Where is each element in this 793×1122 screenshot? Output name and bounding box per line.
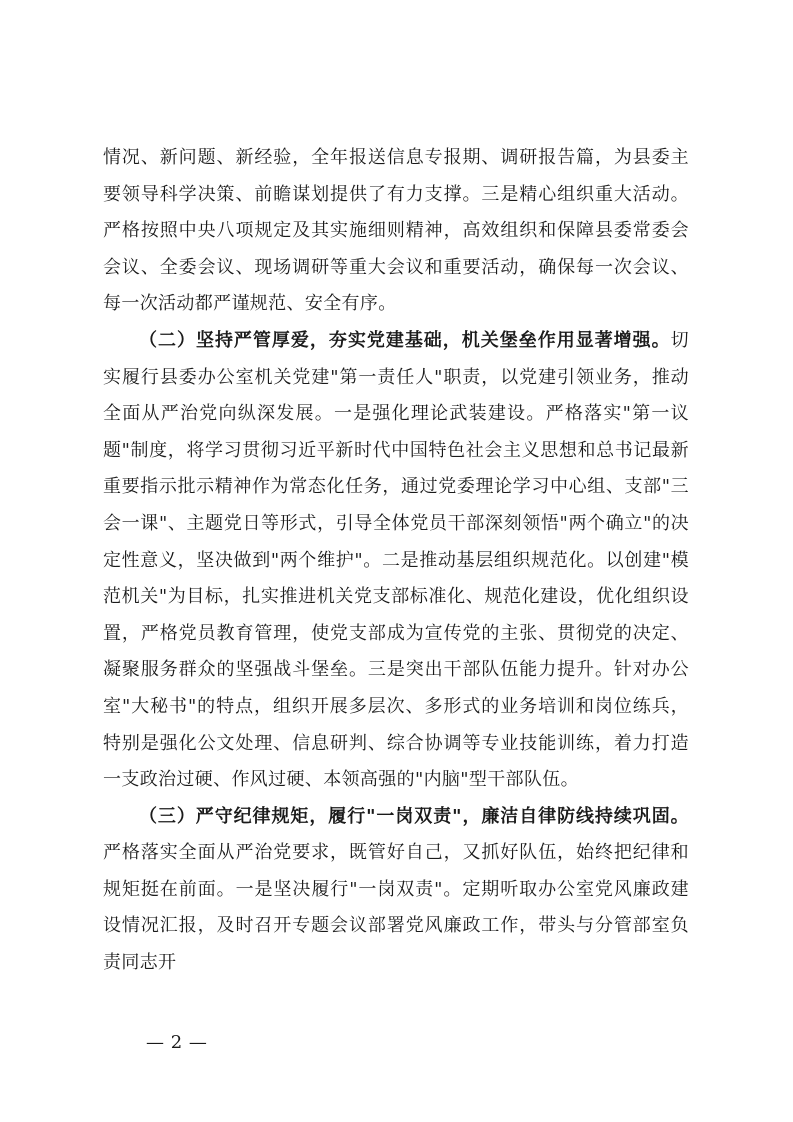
paragraph-text: 切实履行县委办公室机关党建"第一责任人"职责，以党建引领业务，推动全面从严治党向纵深发展。一是强化理论武装建设。严格落实"第一议题"制度，将学习贯彻习近平新时代中国特色社会主义思想和总书记最新重要指示批示精神作为常态化任务，通过党委理论学习中心组、支部"三会一课"、主题党日等形式，引导全体党员干部深刻领悟"两个确立"的决定性意义，坚决做到"两个维护"。二是推动基层组织规范化。以创建"模范机关"为目标，扎实推进机关党支部标准化、规范化建设，优化组织设置，严格党员教育管理，使党支部成为宣传党的主张、贯彻党的决定、凝聚服务群众的坚强战斗堡垒。三是突出干部队伍能力提升。针对办公室"大秘书"的特点，组织开展多层次、多形式的业务培训和岗位练兵，特别是强化公文处理、信息研判、综合协调等专业技能训练，着力打造一支政治过硬、作风过硬、本领高强的"内脑"型干部队伍。 [103,329,689,791]
paragraph-continuation [103,140,689,323]
paragraph-section-3 [103,799,689,982]
page-number: — 2 — [146,1032,208,1053]
document-body [103,140,689,982]
section-heading: （三）严守纪律规矩，履行"一岗双责"，廉洁自律防线持续巩固。 [139,805,689,827]
paragraph-text: 情况、新问题、新经验，全年报送信息专报期、调研报告篇，为县委主要领导科学决策、前瞻谋划提供了有力支撑。三是精心组织重大活动。严格按照中央八项规定及其实施细则精神，高效组织和保障县委常委会会议、全委会议、现场调研等重大会议和重要活动，确保每一次会议、每一次活动都严谨规范、安全有序。 [103,147,689,315]
paragraph-section-2 [103,323,689,799]
paragraph-text: 严格落实全面从严治党要求，既管好自己，又抓好队伍，始终把纪律和规矩挺在前面。一是坚决履行"一岗双责"。定期听取办公室党风廉政建设情况汇报，及时召开专题会议部署党风廉政工作，带头与分管部室负责同志开 [103,842,689,974]
section-heading: （二）坚持严管厚爱，夯实党建基础，机关堡垒作用显著增强。 [139,329,671,351]
